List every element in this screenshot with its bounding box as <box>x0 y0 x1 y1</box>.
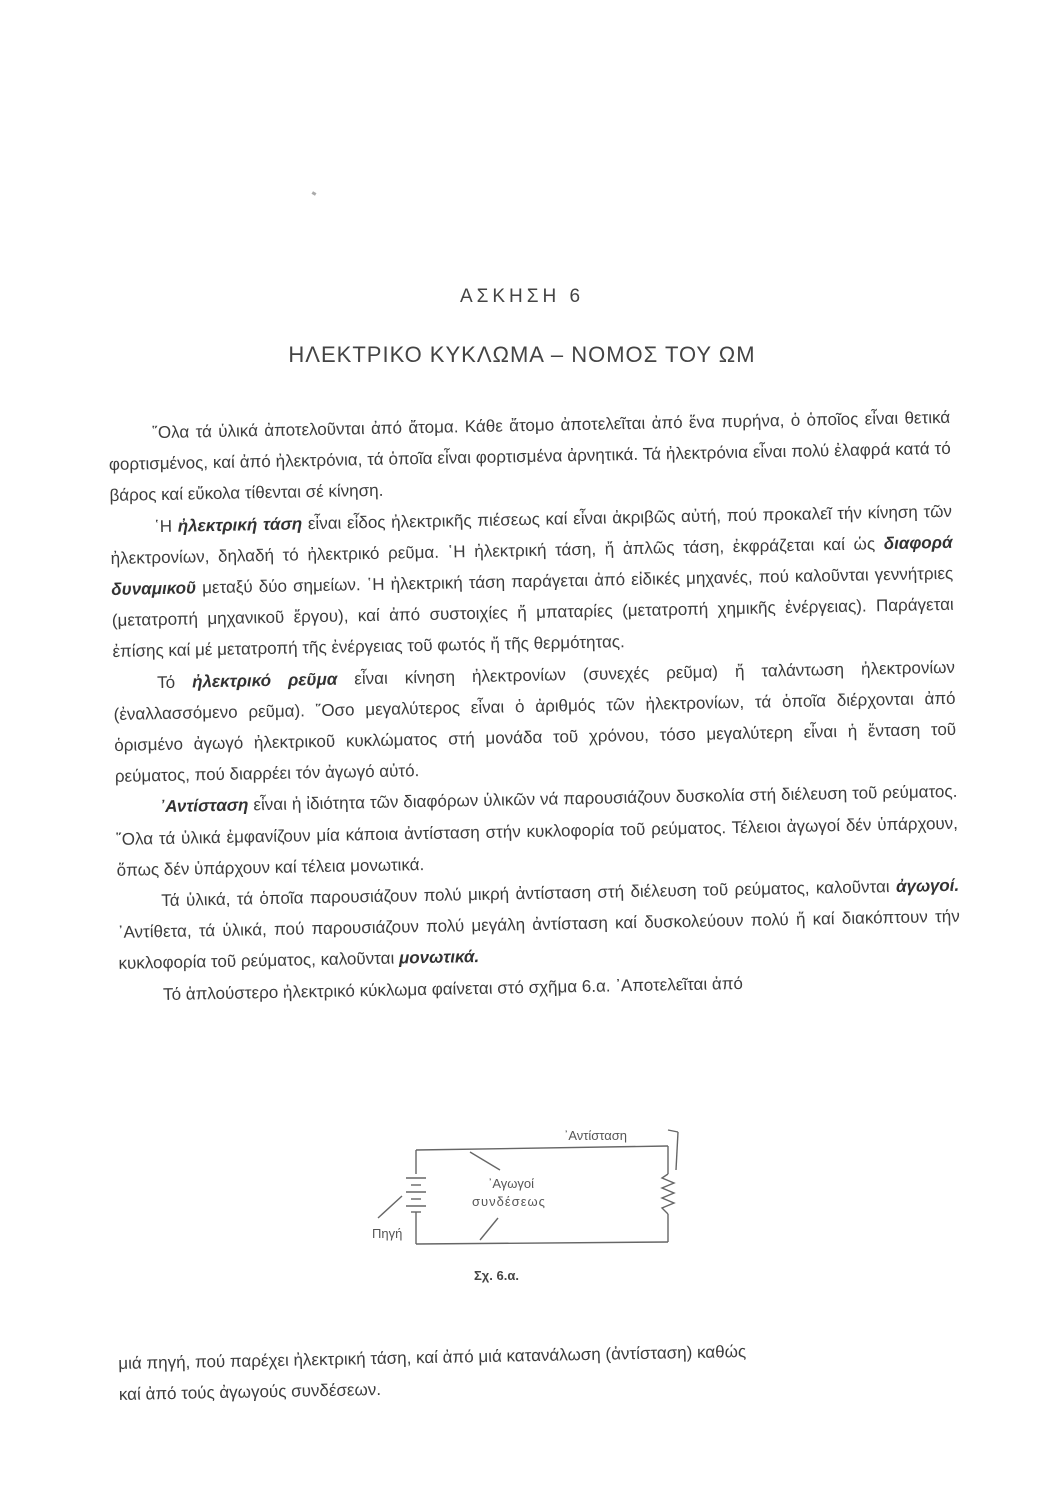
label-conductors-line1: ᾿Αγωγοί <box>488 1176 535 1191</box>
body-text <box>108 402 961 1011</box>
paragraph-atoms: ῞Ολα τά ὑλικά ἀποτελοῦνται ἀπό ἄτομα. Κάθε ἄτομο ἀποτελεῖται ἀπό ἕνα πυρήνα, ὁ ὁποῖος εἶναι θετικά φορτισμένος, καί ἀπό ἠλεκτρόνια, τά ὁποῖα εἶναι φορτισμένα ἀρνητικά. Τά ἠλεκτρόνια εἶναι πολύ ἐλαφρά κατά τό βάρος καί εὔκολα τίθενται σέ κίνηση. <box>108 407 951 506</box>
text-run: Τά ὑλικά, τά ὁποῖα παρουσιάζουν πολύ μικρή ἀντίσταση στή διέλευση τοῦ ρεύματος, καλοῦνται <box>161 877 897 911</box>
conductor-pointer-bottom <box>480 1218 498 1240</box>
circuit-diagram <box>350 1118 690 1250</box>
exercise-label: ΑΣΚΗΣΗ 6 <box>459 286 585 307</box>
conductor-pointer-top <box>470 1152 500 1170</box>
term-insulators: μονωτικά. <box>398 947 480 968</box>
scan-speck <box>312 191 317 196</box>
label-resistance: ᾿Αντίσταση <box>564 1128 628 1143</box>
text-run: Τό <box>156 672 193 692</box>
figure-caption: Σχ. 6.α. <box>474 1268 519 1283</box>
continuation-text <box>118 1331 979 1409</box>
term-resistance: ᾿Αντίσταση <box>159 795 249 817</box>
continuation-line-1: μιά πηγή, πού παρέχει ἠλεκτρική τάση, καί ἀπό μιά κατανάλωση (ἀντίσταση) καθώς <box>118 1341 747 1373</box>
paragraph-circuit-intro: Τό ἁπλούστερο ἠλεκτρικό κύκλωμα φαίνεται στό σχῆμα 6.α. ᾿Αποτελεῖται ἀπό <box>162 973 744 1004</box>
page-title: ΗΛΕΚΤΡΙΚΟ ΚΥΚΛΩΜΑ – ΝΟΜΟΣ ΤΟΥ ΩΜ <box>288 342 756 367</box>
paragraph-resistance <box>115 776 959 886</box>
resistor-zigzag <box>662 1174 674 1214</box>
text-run: εἶναι εἶδος ἠλεκτρικῆς πιέσεως καί εἶναι ἀκριβῶς αὐτή, πού προκαλεῖ τήν κίνηση τῶν ἠλεκτρονίων, δηλαδή τό ἠλεκτρικό ρεῦμα. ῾Η ἠλεκτρική τάση, ἤ ἁπλῶς τάση, ἐκφράζεται καί ὡς <box>110 501 953 568</box>
paragraph-current <box>113 651 957 792</box>
continuation-line-2: καί ἀπό τούς ἀγωγούς συνδέσεων. <box>118 1379 382 1404</box>
source-pointer <box>378 1196 402 1218</box>
paragraph-conductors <box>117 870 961 980</box>
paragraph-voltage <box>110 495 955 667</box>
term-potential-difference: διαφορά δυναμικοῦ <box>111 532 953 599</box>
label-source: Πηγή <box>372 1226 403 1241</box>
text-run: ῾Η <box>153 516 178 536</box>
term-current: ἠλεκτρικό ρεῦμα <box>191 669 338 692</box>
text-run: εἶναι κίνηση ἠλεκτρονίων (συνεχές ρεῦμα) ἤ ταλάντωση ἠλεκτρονίων (ἐναλλασσόμενο ρεῦμα). ῞Οσο μεγαλύτερος εἶναι ὁ ἀριθμός τῶν ἠλεκτρονίων, τά ὁποῖα διέρχονται ἀπό ὁρισμένο ἀγωγό ἠλεκτρικοῦ κυκλώματος στή μονάδα τοῦ χρόνου, τόσο μεγαλύτερη εἶναι ἡ ἔνταση τοῦ ρεύματος, πού διαρρέει τόν ἀγωγό αὐτό. <box>113 657 957 787</box>
term-conductors: ἀγωγοί. <box>895 875 960 897</box>
bottom-wire <box>416 1242 668 1244</box>
resistance-pointer <box>676 1132 678 1170</box>
term-voltage: ἠλεκτρική τάση <box>177 513 303 536</box>
text-run: εἶναι ἡ ἰδιότητα τῶν διαφόρων ὑλικῶν νά παρουσιάζουν δυσκολία στή διέλευση τοῦ ρεύματος. ῞Ολα τά ὑλικά ἐμφανίζουν μία κάποια ἀντίσταση στήν κυκλοφορία τοῦ ρεύματος. Τέλειοι ἀγωγοί δέν ὑπάρχουν, ὅπως δέν ὑπάρχουν καί τέλεια μονωτικά. <box>115 782 959 880</box>
text-run: μεταξύ δύο σημείων. ῾Η ἠλεκτρική τάση παράγεται ἀπό εἰδικές μηχανές, πού καλοῦνται γεννήτριες (μετατροπή μηχανικοῦ ἔργου), καί ἀπό συστοιχίες ἤ μπαταρίες (μετατροπή χημικῆς ἐνέργειας). Παράγεται ἐπίσης καί μέ μετατροπή τῆς ἐνέργειας τοῦ φωτός ἤ τῆς θερμότητας. <box>111 563 954 662</box>
top-wire <box>416 1146 668 1150</box>
resistance-pointer <box>668 1130 678 1132</box>
label-conductors-line2: συνδέσεως <box>472 1194 546 1209</box>
text-run: ᾿Αντίθετα, τά ὑλικά, πού παρουσιάζουν πολύ μεγάλη ἀντίσταση καί δυσκολεύουν πολύ ἤ καί διακόπτουν τήν κυκλοφορία τοῦ ρεύματος, καλοῦνται <box>117 906 960 974</box>
